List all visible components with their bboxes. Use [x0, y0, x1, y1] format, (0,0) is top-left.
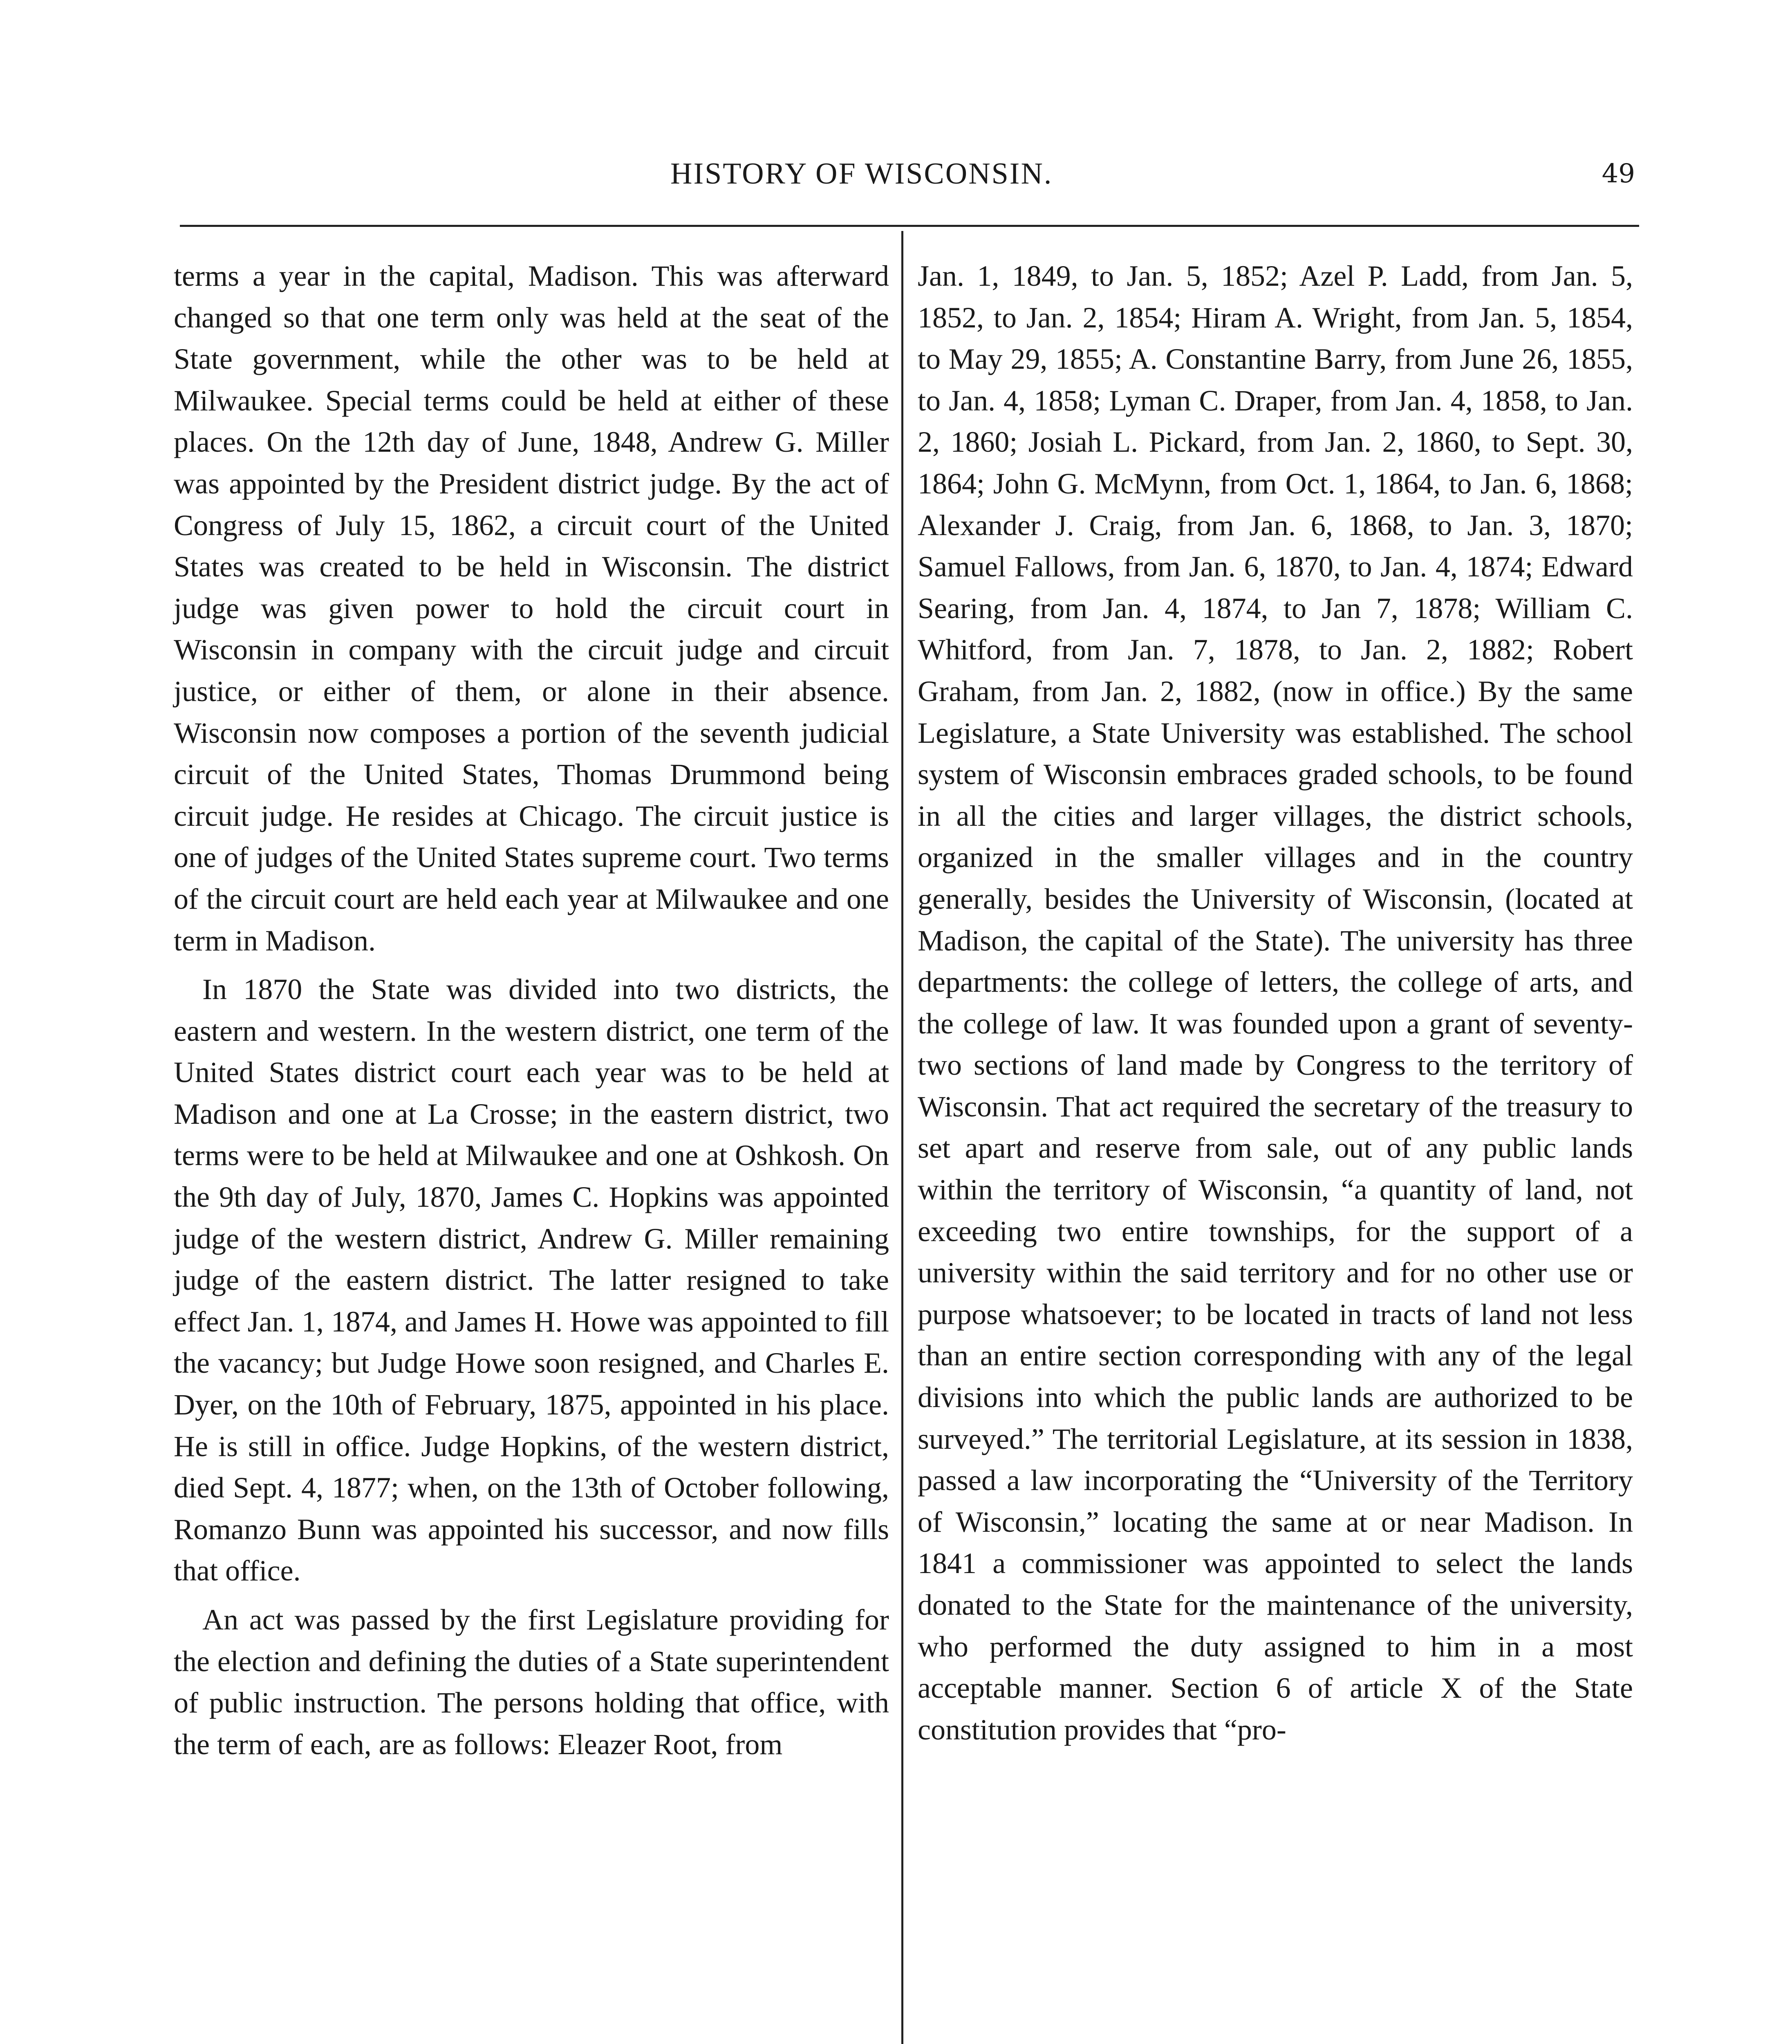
column-divider	[901, 231, 903, 2044]
page-number: 49	[1602, 159, 1635, 189]
paragraph: Jan. 1, 1849, to Jan. 5, 1852; Azel P. Ladd, from Jan. 5, 1852, to Jan. 2, 1854; Hiram A. Wright, from Jan. 5, 1854, to May 29, 1855; A. Constantine Barry, from June 26, 1855, to Jan. 4, 1858; Lyman C. Draper, from Jan. 4, 1858, to Jan. 2, 1860; Josiah L. Pickard, from Jan. 2, 1860, to Sept. 30, 1864; John G. McMynn, from Oct. 1, 1864, to Jan. 6, 1868; Alexander J. Craig, from Jan. 6, 1868, to Jan. 3, 1870; Samuel Fallows, from Jan. 6, 1870, to Jan. 4, 1874; Edward Searing, from Jan. 4, 1874, to Jan 7, 1878; William C. Whitford, from Jan. 7, 1878, to Jan. 2, 1882; Robert Graham, from Jan. 2, 1882, (now in office.) By the same Legislature, a State University was established. The school system of Wisconsin embraces graded schools, to be found in all the cities and larger villages, the district schools, organized in the smaller villages and in the country generally, besides the University of Wisconsin, (located at Madison, the capital of the State). The university has three departments: the college of letters, the college of arts, and the college of law. It was founded upon a grant of seventy-two sections of land made by Congress to the territory of Wisconsin. That act required the secretary of the treasury to set apart and reserve from sale, out of any public lands within the territory of Wisconsin, “a quantity of land, not exceeding two entire townships, for the support of a university within the said territory and for no other use or purpose whatsoever; to be located in tracts of land not less than an entire section corresponding with any of the legal divisions into which the public lands are authorized to be surveyed.” The territorial Legislature, at its session in 1838, passed a law incorporating the “University of the Territory of Wisconsin,” locating the same at or near Madison. In 1841 a commissioner was appointed to select the lands donated to the State for the maintenance of the university, who performed the duty assigned to him in a most acceptable manner. Section 6 of article X of the State constitution provides that “pro-	[918, 260, 1633, 1746]
paragraph: An act was passed by the first Legislature providing for the election and defining the duties of a State superintendent of public instruction. The persons holding that office, with the term of each, are as follows: Eleazer Root, from	[174, 1603, 889, 1761]
running-title: HISTORY OF WISCONSIN.	[670, 157, 1053, 191]
right-column	[918, 256, 1633, 1750]
page-header	[0, 155, 1792, 200]
left-column	[174, 256, 889, 1765]
header-rule	[180, 225, 1639, 227]
paragraph: terms a year in the capital, Madison. This was afterward changed so that one term only was held at the seat of the State government, while the other was to be held at Milwaukee. Special terms could be held at either of these places. On the 12th day of June, 1848, Andrew G. Miller was appointed by the President district judge. By the act of Congress of July 15, 1862, a circuit court of the United States was created to be held in Wisconsin. The district judge was given power to hold the circuit court in Wisconsin in company with the circuit judge and circuit justice, or either of them, or alone in their absence. Wisconsin now composes a portion of the seventh judicial circuit of the United States, Thomas Drummond being circuit judge. He resides at Chicago. The circuit justice is one of judges of the United States supreme court. Two terms of the circuit court are held each year at Milwaukee and one term in Madison.	[174, 260, 889, 957]
paragraph: In 1870 the State was divided into two districts, the eastern and western. In the western district, one term of the United States district court each year was to be held at Madison and one at La Crosse; in the eastern district, two terms were to be held at Milwaukee and one at Oshkosh. On the 9th day of July, 1870, James C. Hopkins was appointed judge of the western district, Andrew G. Miller remaining judge of the eastern district. The latter resigned to take effect Jan. 1, 1874, and James H. Howe was appointed to fill the vacancy; but Judge Howe soon resigned, and Charles E. Dyer, on the 10th of February, 1875, appointed in his place. He is still in office. Judge Hopkins, of the western district, died Sept. 4, 1877; when, on the 13th of October following, Romanzo Bunn was appointed his successor, and now fills that office.	[174, 973, 889, 1587]
